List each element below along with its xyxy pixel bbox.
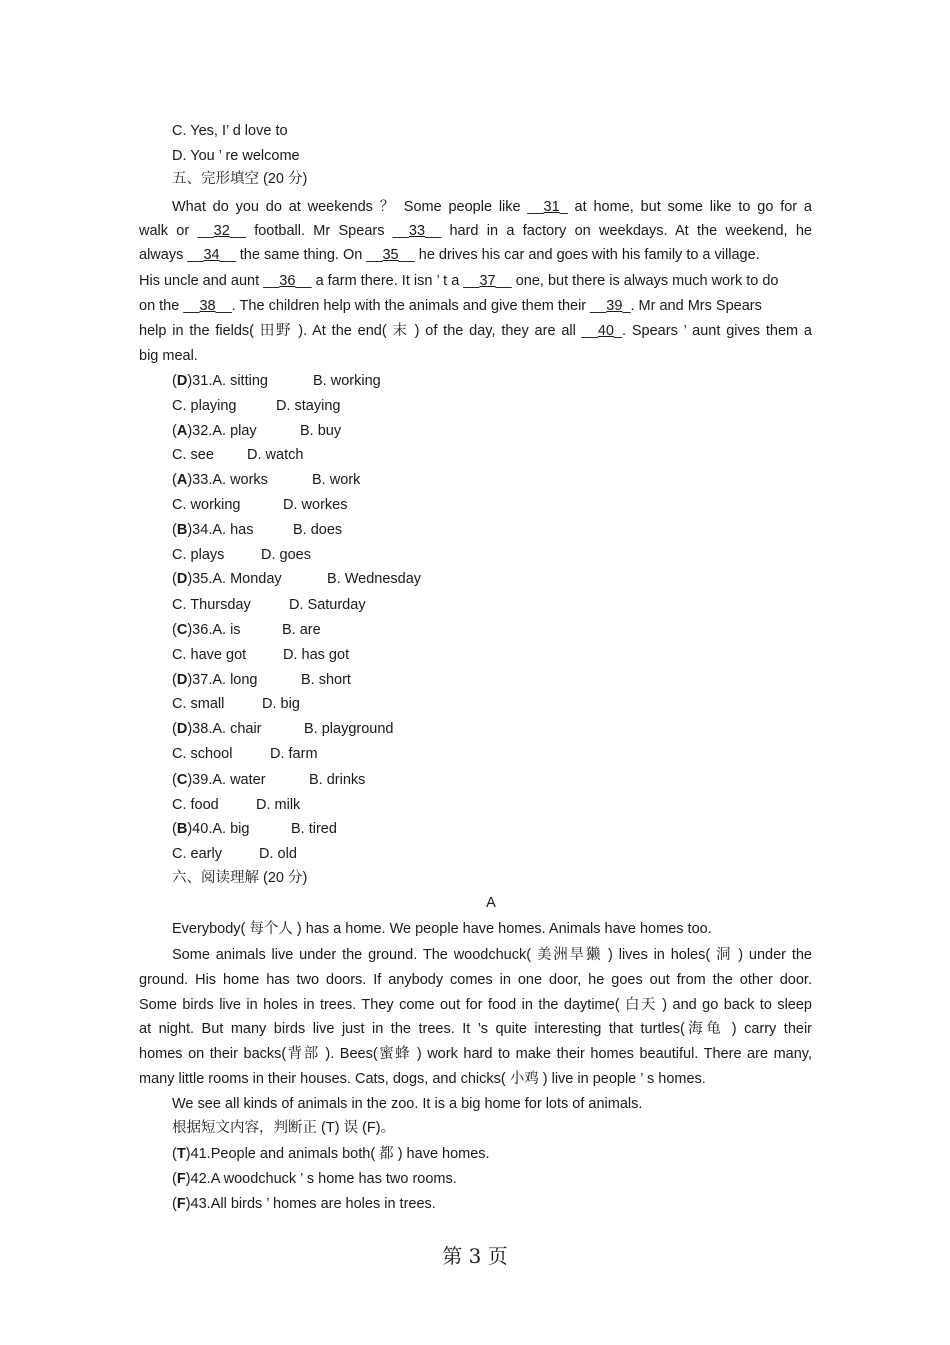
question-39: (C)39.A. water	[172, 772, 266, 788]
question-43: (F)43.All birds ’ homes are holes in trees.	[172, 1196, 436, 1212]
question-38: (D)38.A. chair	[172, 721, 262, 737]
question-37-option-b: B. short	[301, 672, 351, 688]
question-36-option-b: B. are	[282, 622, 321, 638]
cloze-line-6: help in the fields( 田野 ). At the end( 末 ) of the day, they are all __40_. Spears ’ aunt gives them a	[139, 323, 812, 339]
question-37-option-d: D. big	[262, 696, 300, 712]
cloze-line-5: on the __38__. The children help with the animals and give them their __39_. Mr and Mrs Spears	[139, 298, 762, 314]
question-34: (B)34.A. has	[172, 522, 254, 538]
question-41: (T)41.People and animals both( 都 ) have homes.	[172, 1146, 490, 1162]
reading-line-5: homes on their backs(背部 ). Bees(蜜蜂 ) work hard to make their homes beautiful. There are many,	[139, 1046, 812, 1062]
question-33-option-b: B. work	[312, 472, 361, 488]
reading-line-3: Some birds live in holes in trees. They come out for food in the daytime( 白天 ) and go back to sleep	[139, 997, 812, 1013]
question-32-option-c: C. see	[172, 447, 214, 463]
reading-paragraph-3: We see all kinds of animals in the zoo. It is a big home for lots of animals.	[172, 1096, 643, 1112]
question-39-option-b: B. drinks	[309, 772, 366, 788]
question-40-option-d: D. old	[259, 846, 297, 862]
question-31-option-b: B. working	[313, 373, 381, 389]
question-35-option-b: B. Wednesday	[327, 571, 422, 587]
question-31: (D)31.A. sitting	[172, 373, 268, 389]
question-38-option-b: B. playground	[304, 721, 394, 737]
question-40: (B)40.A. big	[172, 821, 250, 837]
question-31-option-c: C. playing	[172, 398, 237, 414]
question-34-option-d: D. goes	[261, 547, 311, 563]
question-36: (C)36.A. is	[172, 622, 241, 638]
page-number: 第 3 页	[442, 1244, 508, 1268]
reading-paragraph-1: Everybody( 每个人 ) has a home. We people have homes. Animals have homes too.	[172, 921, 712, 937]
question-34-option-c: C. plays	[172, 547, 225, 563]
question-32-option-b: B. buy	[300, 423, 342, 439]
option-d-prev: D. You ’ re welcome	[172, 148, 300, 164]
reading-line-6: many little rooms in their houses. Cats, dogs, and chicks( 小鸡 ) live in people ’ s homes.	[139, 1071, 706, 1087]
question-35-option-c: C. Thursday	[172, 597, 251, 613]
reading-line-2: ground. His home has two doors. If anybody comes in one door, he goes out from the other door.	[139, 972, 812, 988]
question-35-option-d: D. Saturday	[289, 597, 366, 613]
question-38-option-d: D. farm	[270, 746, 318, 762]
cloze-line-4: His uncle and aunt __36__ a farm there. It isn ’ t a __37__ one, but there is always much work to do	[139, 273, 779, 289]
question-35: (D)35.A. Monday	[172, 571, 282, 587]
question-33-option-d: D. workes	[283, 497, 348, 513]
question-33: (A)33.A. works	[172, 472, 268, 488]
question-32: (A)32.A. play	[172, 423, 257, 439]
cloze-line-3: always __34__ the same thing. On __35__ he drives his car and goes with his family to a village.	[139, 247, 760, 263]
question-39-option-d: D. milk	[256, 797, 301, 813]
question-33-option-c: C. working	[172, 497, 241, 513]
question-40-option-b: B. tired	[291, 821, 337, 837]
question-42: (F)42.A woodchuck ’ s home has two rooms.	[172, 1171, 457, 1187]
cloze-line-7: big meal.	[139, 348, 198, 364]
passage-label: A	[486, 895, 496, 911]
question-31-option-d: D. staying	[276, 398, 341, 414]
question-38-option-c: C. school	[172, 746, 233, 762]
reading-line-1: Some animals live under the ground. The woodchuck( 美洲旱獭 ) lives in holes( 洞 ) under the	[172, 947, 812, 963]
reading-line-4: at night. But many birds live just in the trees. It ’s quite interesting that turtles(海龟 ) carry their	[139, 1021, 812, 1037]
question-32-option-d: D. watch	[247, 447, 304, 463]
reading-instruction: 根据短文内容，判断正 (T) 误 (F)。	[172, 1120, 396, 1136]
question-36-option-c: C. have got	[172, 647, 247, 663]
option-c-prev: C. Yes, I’ d love to	[172, 123, 288, 139]
section-heading-reading: 六、阅读理解 (20 分)	[172, 870, 308, 886]
question-37-option-c: C. small	[172, 696, 225, 712]
section-heading-cloze: 五、完形填空 (20 分)	[172, 171, 308, 187]
question-34-option-b: B. does	[293, 522, 343, 538]
question-39-option-c: C. food	[172, 797, 219, 813]
question-36-option-d: D. has got	[283, 647, 350, 663]
question-37: (D)37.A. long	[172, 672, 258, 688]
question-40-option-c: C. early	[172, 846, 222, 862]
cloze-line-2: walk or __32__ football. Mr Spears __33__ hard in a factory on weekdays. At the weekend, he	[139, 223, 812, 239]
cloze-line-1: What do you do at weekends ？ Some people like __31_ at home, but some like to go for a	[172, 199, 812, 215]
